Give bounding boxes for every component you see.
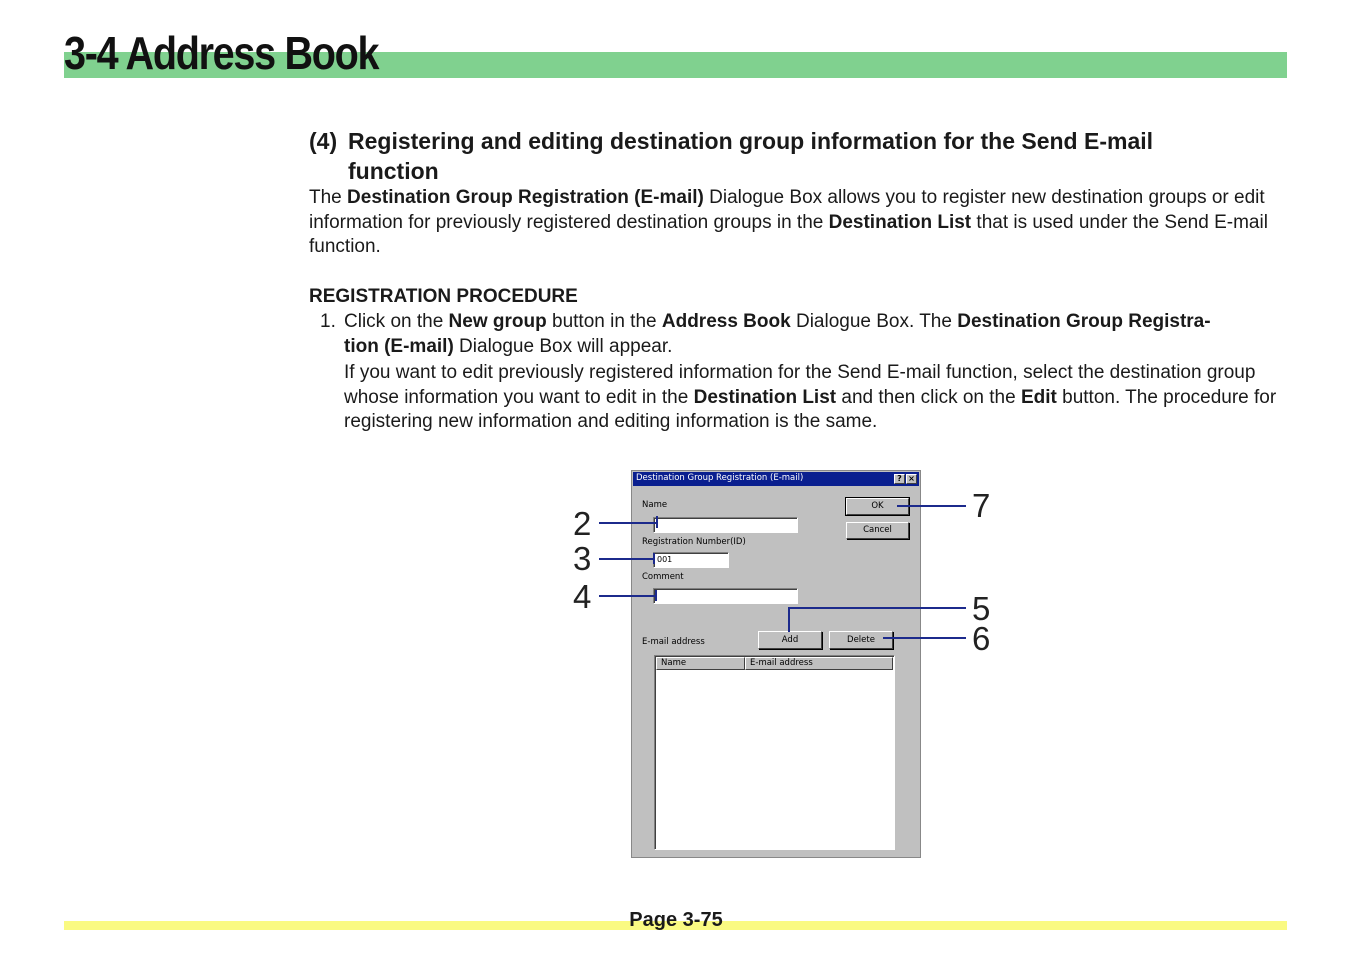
- callout-line-3: [599, 558, 654, 560]
- registration-number-field[interactable]: 001: [653, 552, 729, 568]
- dialog-titlebar: [633, 472, 919, 486]
- note-text-2: and then click on the: [836, 386, 1021, 408]
- name-field[interactable]: [653, 517, 798, 533]
- comment-field[interactable]: [653, 588, 798, 604]
- callout-line-7: [897, 505, 966, 507]
- section-heading-line1: Registering and editing destination group information for the Send E-mail: [348, 128, 1154, 154]
- intro-bold-1: Destination Group Registration (E-mail): [347, 187, 704, 208]
- delete-button[interactable]: Delete: [829, 631, 893, 649]
- callout-line-6: [883, 637, 966, 639]
- add-button[interactable]: Add: [758, 631, 822, 649]
- step-bold-2: Address Book: [661, 311, 791, 332]
- step-text-2: button in the: [546, 311, 662, 332]
- section-number: (4): [309, 128, 338, 154]
- callout-tick-4: [655, 590, 657, 601]
- note-text-1: If you want to edit previously registered information for the Send E-mail function, select the destination group whose information you want to edit in the: [344, 362, 1256, 408]
- section-heading-line2: function: [348, 158, 439, 184]
- intro-text-1: The: [309, 187, 348, 208]
- callout-number-4: 4: [573, 578, 592, 615]
- registration-number-label: Registration Number(ID): [642, 537, 746, 547]
- step-text-3: Dialogue Box. The: [790, 311, 958, 332]
- callout-number-7: 7: [972, 487, 991, 524]
- procedure-title: REGISTRATION PROCEDURE: [309, 286, 578, 307]
- email-address-list[interactable]: [654, 655, 895, 850]
- section-heading: [309, 126, 1269, 186]
- step-bold-4: tion (E-mail): [344, 335, 454, 357]
- note-bold-2: Edit: [1020, 386, 1057, 408]
- callout-number-3: 3: [573, 540, 592, 577]
- step-bold-1: New group: [448, 311, 547, 332]
- callout-line-2: [599, 522, 657, 524]
- callout-number-2: 2: [573, 505, 592, 542]
- procedure-step-1: [320, 310, 1290, 359]
- column-header-name[interactable]: Name: [656, 657, 745, 670]
- destination-group-dialog: [631, 470, 921, 858]
- step-text-1: Click on the: [344, 311, 449, 332]
- intro-bold-2: Destination List: [828, 211, 972, 233]
- page-number: Page 3-75: [629, 909, 723, 931]
- step-number: 1.: [320, 311, 336, 332]
- procedure-note: [344, 361, 1289, 435]
- step-bold-3: Destination Group Registra-: [957, 311, 1211, 332]
- note-bold-1: Destination List: [693, 386, 837, 408]
- intro-paragraph: [309, 186, 1294, 260]
- help-icon[interactable]: ?: [894, 474, 905, 484]
- cancel-button[interactable]: Cancel: [846, 522, 909, 539]
- dialog-title: Destination Group Registration (E-mail): [636, 473, 804, 483]
- callout-line-5: [788, 607, 966, 609]
- page-title: 3-4 Address Book: [64, 27, 379, 79]
- ok-button[interactable]: OK: [846, 498, 909, 515]
- callout-number-5: 5: [972, 590, 991, 627]
- column-header-email[interactable]: E-mail address: [745, 657, 893, 670]
- intro-text-3: that is used under the Send E-mail function.: [309, 211, 1268, 257]
- note-text-3: button. The procedure for registering new information and editing information is the same.: [344, 386, 1277, 432]
- name-label: Name: [642, 500, 668, 510]
- callout-tick-3: [653, 553, 655, 564]
- comment-label: Comment: [642, 572, 684, 582]
- callout-tick-5: [788, 607, 790, 632]
- callout-line-4: [599, 595, 656, 597]
- intro-text-2: Dialogue Box allows you to register new destination groups or edit information for previously registered destination groups in the: [309, 187, 1265, 233]
- email-address-label: E-mail address: [642, 637, 705, 647]
- callout-tick-2: [656, 516, 658, 528]
- step-text-4: Dialogue Box will appear.: [453, 335, 673, 357]
- callout-number-6: 6: [972, 620, 991, 657]
- close-icon[interactable]: ×: [906, 474, 917, 484]
